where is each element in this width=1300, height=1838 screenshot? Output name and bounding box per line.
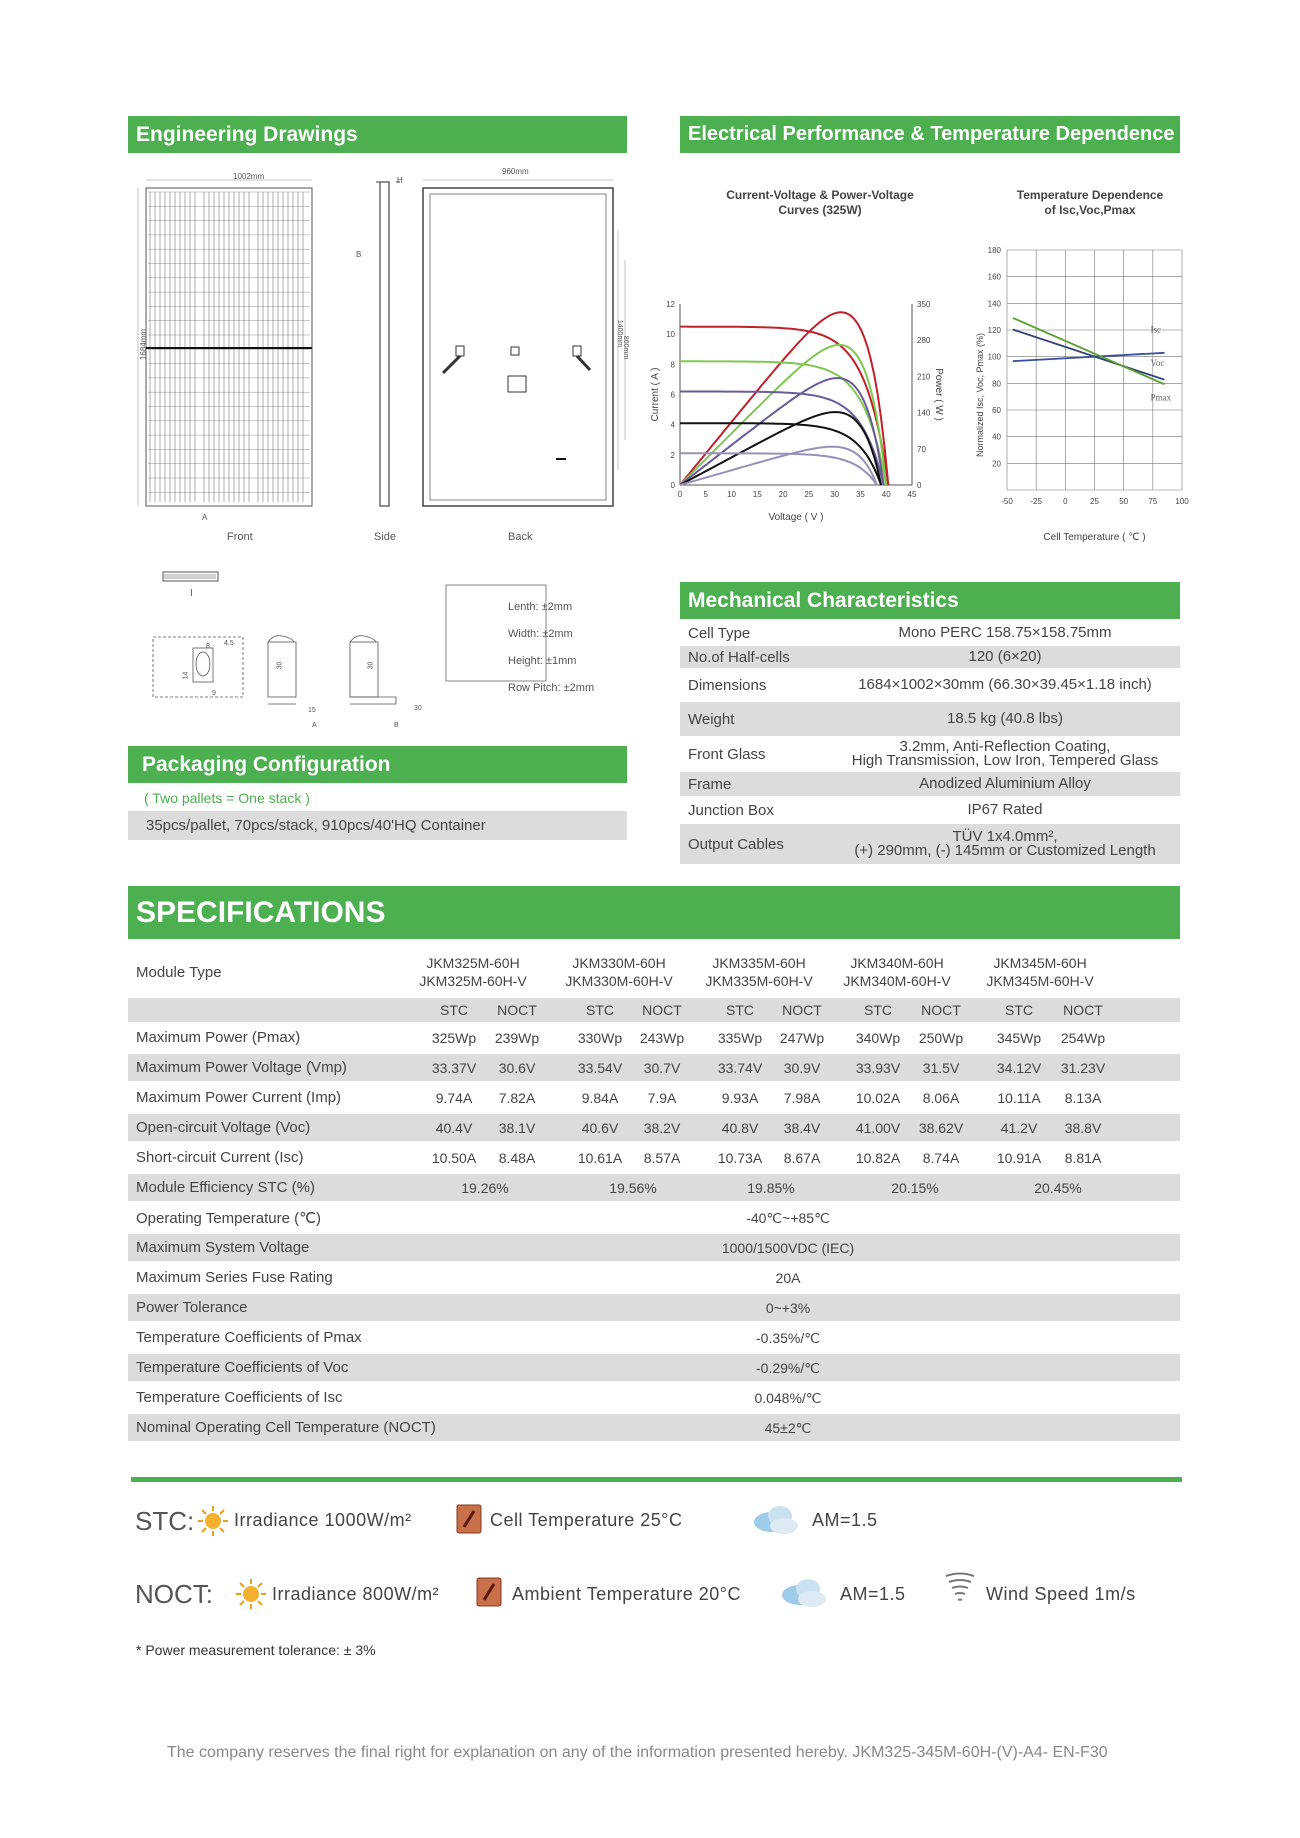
tolerance-row-pitch: Row Pitch: ±2mm <box>508 682 595 694</box>
spec-noct-value: 247Wp <box>779 1030 825 1046</box>
spec-stc-value: 41.2V <box>1000 1120 1038 1136</box>
module-type-label: Module Type <box>136 964 222 981</box>
efficiency-value: 19.26% <box>461 1180 509 1196</box>
spec-stc-value: 10.91A <box>996 1150 1042 1166</box>
spec-noct-value: 30.9V <box>783 1060 821 1076</box>
iv-y-tick-label: 10 <box>666 330 675 340</box>
spec-row-label: Operating Temperature (℃) <box>136 1210 321 1227</box>
mech-label: Cell Type <box>688 624 751 642</box>
tolerance-length: Lenth: ±2mm <box>508 601 573 613</box>
noct-column-header: NOCT <box>642 1002 682 1018</box>
side-view-label: Side <box>374 531 397 543</box>
spec-row-value: -40℃~+85℃ <box>746 1210 830 1226</box>
spec-noct-value: 8.81A <box>1064 1150 1102 1166</box>
iv-x-tick-label: 10 <box>727 490 737 499</box>
spec-stc-value: 33.54V <box>577 1060 623 1076</box>
mech-label: Frame <box>688 775 732 793</box>
temp-x-tick-label: 25 <box>1090 497 1099 506</box>
spec-stc-value: 345Wp <box>996 1030 1042 1046</box>
iv-x-tick-label: 25 <box>804 490 814 499</box>
sun-icon <box>197 1505 229 1537</box>
spec-row-label: Short-circuit Current (Isc) <box>136 1149 304 1166</box>
iv-y2-tick-label: 210 <box>917 372 931 382</box>
model-5 <box>985 954 1095 990</box>
spec-noct-value: 7.9A <box>647 1090 677 1106</box>
side-b-label: B <box>356 250 362 259</box>
mech-value: Anodized Aluminium Alloy <box>919 775 1091 792</box>
iv-y2-tick-label: 280 <box>917 336 931 346</box>
spec-noct-value: 254Wp <box>1060 1030 1106 1046</box>
sun-icon <box>235 1578 267 1610</box>
iv-x-tick-label: 5 <box>703 490 709 499</box>
spec-stc-value: 34.12V <box>996 1060 1042 1076</box>
profile-a-label: A <box>312 722 317 729</box>
spec-row-value: 45±2℃ <box>764 1420 812 1436</box>
spec-stc-value: 9.93A <box>721 1090 759 1106</box>
thermometer-icon <box>454 1503 484 1535</box>
temp-x-tick-label: -50 <box>1001 497 1013 506</box>
spec-noct-value: 8.13A <box>1064 1090 1102 1106</box>
spec-stc-value: 40.4V <box>435 1120 473 1136</box>
temp-y-tick-label: 80 <box>992 379 1001 389</box>
temp-y-tick-label: 60 <box>992 406 1001 415</box>
dim-9-label: 9 <box>212 690 216 697</box>
model-name-v: JKM325M-60H-V <box>419 973 527 989</box>
iv-y2-tick-label: 140 <box>917 408 931 418</box>
mech-value: IP67 Rated <box>967 801 1043 818</box>
spec-noct-value: 38.1V <box>498 1120 536 1136</box>
spec-row-value: 0.048%/℃ <box>754 1390 822 1406</box>
iv-chart-title-line2: Curves (325W) <box>778 203 862 217</box>
temp-chart-title <box>990 188 1190 218</box>
packaging-header: Packaging Configuration <box>128 746 627 783</box>
mechanical-header: Mechanical Characteristics <box>680 582 1180 619</box>
model-name-v: JKM340M-60H-V <box>843 973 951 989</box>
temperature-chart <box>975 240 1190 560</box>
efficiency-value: 20.45% <box>1034 1180 1082 1196</box>
side-h-label: H <box>397 176 403 185</box>
temp-y-tick-label: 100 <box>987 352 1001 362</box>
front-a-label: A <box>202 513 208 522</box>
temp-chart-title-line1: Temperature Dependence <box>1016 188 1164 202</box>
spec-noct-value: 30.7V <box>643 1060 681 1076</box>
stc-column-header: STC <box>726 1002 754 1018</box>
spec-noct-value: 38.4V <box>783 1120 821 1136</box>
mech-label: Output Cables <box>688 835 784 853</box>
temp-series-label-voc: Voc <box>1150 358 1165 368</box>
conditions-divider <box>131 1477 1182 1482</box>
temp-chart-title-line2: of Isc,Voc,Pmax <box>1044 203 1136 217</box>
mech-value-line1: TÜV 1x4.0mm², <box>952 828 1058 845</box>
spec-noct-value: 8.74A <box>922 1150 960 1166</box>
iv-x-tick-label: 45 <box>907 490 917 499</box>
mech-row-half-cells <box>680 646 1180 668</box>
spec-stc-value: 335Wp <box>717 1030 763 1046</box>
mech-label: Front Glass <box>688 745 766 763</box>
packaging-note: ( Two pallets = One stack ) <box>144 790 310 806</box>
spec-row-value: 0~+3% <box>765 1300 811 1316</box>
spec-stc-value: 40.6V <box>581 1120 619 1136</box>
iv-chart-title <box>700 188 940 218</box>
tolerance-width: Width: ±2mm <box>508 628 573 640</box>
side-view <box>376 182 400 506</box>
spec-row-label: Temperature Coefficients of Pmax <box>136 1329 362 1346</box>
spec-stc-value: 33.37V <box>431 1060 477 1076</box>
noct-column-header: NOCT <box>782 1002 822 1018</box>
noct-column-header: NOCT <box>497 1002 537 1018</box>
spec-noct-value: 7.98A <box>783 1090 821 1106</box>
temp-y-tick-label: 20 <box>992 459 1001 469</box>
footer-disclaimer: The company reserves the final right for explanation on any of the information presented hereby. JKM325-345M-60H-(V)-A4- EN-F30 <box>167 1744 1108 1761</box>
noct-column-header: NOCT <box>1063 1002 1103 1018</box>
stc-cell-temperature: Cell Temperature 25°C <box>490 1510 683 1530</box>
spec-row-label: Temperature Coefficients of Isc <box>136 1389 343 1406</box>
model-name-v: JKM345M-60H-V <box>986 973 1094 989</box>
mech-label: Weight <box>688 710 735 728</box>
mech-value: 120 (6×20) <box>968 648 1042 665</box>
temp-x-tick-label: -25 <box>1030 497 1042 506</box>
mechanical-table <box>680 620 1180 865</box>
efficiency-value: 20.15% <box>891 1180 939 1196</box>
front-view-label: Front <box>227 531 253 543</box>
spec-row-value: -0.29%/℃ <box>756 1360 820 1376</box>
profile-b-label: B <box>394 722 399 729</box>
temp-y-tick-label: 120 <box>987 326 1001 335</box>
temp-y-tick-label: 160 <box>987 272 1001 282</box>
stc-label: STC: <box>135 1506 195 1536</box>
back-dim-860-label: 860mm <box>622 335 630 360</box>
temp-x-tick-label: 0 <box>1063 497 1068 506</box>
mech-label: No.of Half-cells <box>688 648 790 666</box>
iv-y-tick-label: 0 <box>670 481 675 490</box>
spec-noct-value: 31.23V <box>1060 1060 1106 1076</box>
mech-value <box>830 740 1180 768</box>
spec-stc-value: 33.93V <box>855 1060 901 1076</box>
spec-row-value: 20A <box>775 1270 801 1286</box>
spec-stc-value: 10.50A <box>431 1150 477 1166</box>
spec-stc-value: 9.74A <box>435 1090 473 1106</box>
cloud-icon <box>778 1575 828 1609</box>
spec-row-value: 1000/1500VDC (IEC) <box>721 1240 855 1256</box>
mech-value: Mono PERC 158.75×158.75mm <box>898 624 1112 641</box>
spec-row-label: Maximum Power Current (Imp) <box>136 1089 342 1106</box>
iv-x-tick-label: 0 <box>677 490 683 499</box>
mech-value-line1: 3.2mm, Anti-Reflection Coating, <box>899 738 1111 755</box>
mech-label: Dimensions <box>688 676 767 694</box>
iv-x-tick-label: 15 <box>752 490 762 499</box>
specifications-header: SPECIFICATIONS <box>128 886 1180 939</box>
stc-column-header: STC <box>864 1002 892 1018</box>
dim-14-label: 14 <box>182 671 190 680</box>
temp-x-tick-label: 100 <box>1175 497 1189 506</box>
spec-stc-value: 41.00V <box>855 1120 901 1136</box>
spec-noct-value: 38.8V <box>1064 1120 1102 1136</box>
dim-8-label: 8 <box>206 643 210 650</box>
iv-y2-tick-label: 350 <box>917 300 931 309</box>
spec-noct-value: 38.2V <box>643 1120 681 1136</box>
spec-row-label: Maximum Series Fuse Rating <box>136 1269 333 1286</box>
efficiency-value: 19.56% <box>609 1180 657 1196</box>
model-3 <box>704 954 814 990</box>
packaging-detail: 35pcs/pallet, 70pcs/stack, 910pcs/40'HQ Container <box>146 817 486 834</box>
spec-stc-value: 10.82A <box>855 1150 901 1166</box>
iv-y2-tick-label: 70 <box>917 444 926 454</box>
model-name: JKM340M-60H <box>850 955 944 971</box>
spec-noct-value: 239Wp <box>494 1030 540 1046</box>
iv-x-tick-label: 40 <box>881 490 891 499</box>
dim-30c-label: 30 <box>414 705 422 712</box>
spec-noct-value: 8.06A <box>922 1090 960 1106</box>
spec-stc-value: 10.73A <box>717 1150 763 1166</box>
efficiency-label: Module Efficiency STC (%) <box>136 1179 315 1196</box>
spec-stc-value: 340Wp <box>855 1030 901 1046</box>
spec-noct-value: 250Wp <box>918 1030 964 1046</box>
temp-y-tick-label: 180 <box>987 246 1001 255</box>
noct-irradiance: Irradiance 800W/m² <box>272 1584 440 1604</box>
iv-x-tick-label: 30 <box>830 490 840 499</box>
iv-x-tick-label: 20 <box>778 490 788 499</box>
spec-stc-value: 33.74V <box>717 1060 763 1076</box>
spec-noct-value: 8.57A <box>643 1150 681 1166</box>
dim-4-5-label: 4.5 <box>224 640 234 647</box>
electrical-performance-header: Electrical Performance & Temperature Dependence <box>680 116 1180 153</box>
power-tolerance-note: * Power measurement tolerance: ± 3% <box>136 1642 376 1658</box>
spec-stc-value: 10.11A <box>997 1090 1041 1106</box>
spec-row-label: Temperature Coefficients of Voc <box>136 1359 349 1376</box>
temp-y-axis-label: Normalized Isc, Voc, Pmax (%) <box>975 332 985 458</box>
noct-column-header: NOCT <box>921 1002 961 1018</box>
model-1 <box>418 954 528 990</box>
stc-column-header: STC <box>1005 1002 1033 1018</box>
spec-noct-value: 8.67A <box>783 1150 821 1166</box>
spec-row-background <box>128 1294 1180 1321</box>
noct-wind-speed: Wind Speed 1m/s <box>986 1584 1136 1604</box>
mech-row-dimensions <box>680 668 1180 702</box>
mech-value: 18.5 kg (40.8 lbs) <box>947 710 1063 727</box>
spec-row-label: Power Tolerance <box>136 1299 248 1316</box>
temp-y-tick-label: 40 <box>992 432 1001 442</box>
noct-ambient-temperature: Ambient Temperature 20°C <box>512 1584 741 1604</box>
spec-row-label: Maximum Power Voltage (Vmp) <box>136 1059 347 1076</box>
back-dim-1400-label: 1400mm <box>616 319 624 348</box>
wind-icon <box>942 1570 978 1608</box>
model-2 <box>564 954 674 990</box>
spec-stc-value: 9.84A <box>581 1090 619 1106</box>
spec-row-label: Maximum System Voltage <box>136 1239 310 1256</box>
model-name-v: JKM335M-60H-V <box>705 973 813 989</box>
dim-30b-label: 30 <box>367 661 375 670</box>
spec-row-label: Maximum Power (Pmax) <box>136 1029 301 1046</box>
spec-noct-value: 30.6V <box>498 1060 536 1076</box>
spec-stc-value: 40.8V <box>721 1120 759 1136</box>
efficiency-value: 19.85% <box>747 1180 795 1196</box>
thermometer-icon <box>474 1576 504 1608</box>
spec-noct-value: 243Wp <box>639 1030 685 1046</box>
spec-noct-value: 8.48A <box>498 1150 536 1166</box>
spec-noct-value: 38.62V <box>918 1120 964 1136</box>
iv-y-axis-label: Current ( A ) <box>650 367 661 422</box>
iv-y2-tick-label: 0 <box>917 481 922 490</box>
iv-x-tick-label: 35 <box>855 490 865 499</box>
temp-series-label-isc: Isc <box>1150 324 1161 335</box>
mech-row-frame <box>680 772 1180 796</box>
mech-value-line2: High Transmission, Low Iron, Tempered Glass <box>851 752 1159 769</box>
cloud-icon <box>750 1502 800 1536</box>
iv-y2-axis-label: Power ( W ) <box>933 368 944 421</box>
detail-marker-label: I <box>190 588 193 599</box>
spec-row-label: Nominal Operating Cell Temperature (NOCT) <box>136 1419 436 1436</box>
temp-x-tick-label: 50 <box>1119 497 1129 506</box>
mech-row-cell-type <box>680 620 1180 646</box>
stc-am: AM=1.5 <box>812 1510 878 1530</box>
spec-stc-value: 10.02A <box>855 1090 901 1106</box>
mech-value <box>830 830 1180 858</box>
back-width-label: 960mm <box>502 167 529 176</box>
stc-column-header: STC <box>586 1002 614 1018</box>
iv-y-tick-label: 8 <box>670 360 675 370</box>
model-name-v: JKM330M-60H-V <box>565 973 673 989</box>
iv-y-tick-label: 4 <box>670 420 675 430</box>
iv-pv-chart <box>650 290 950 560</box>
stc-column-header: STC <box>440 1002 468 1018</box>
spec-stc-value: 330Wp <box>577 1030 623 1046</box>
frame-cross-section <box>153 636 396 704</box>
temp-line-pmax <box>1013 318 1165 384</box>
specifications-table <box>128 940 1180 1440</box>
stc-irradiance: Irradiance 1000W/m² <box>234 1510 412 1530</box>
temp-y-tick-label: 140 <box>987 299 1001 309</box>
iv-curve-3 <box>680 392 884 486</box>
spec-stc-value: 10.61A <box>577 1150 623 1166</box>
iv-y-tick-label: 12 <box>666 300 675 309</box>
model-name: JKM330M-60H <box>572 955 666 971</box>
mech-row-junction-box <box>680 796 1180 824</box>
temp-x-tick-label: 75 <box>1148 497 1158 506</box>
dim-30a-label: 30 <box>276 661 284 670</box>
spec-row-value: -0.35%/℃ <box>756 1330 820 1346</box>
tolerance-height: Height: ±1mm <box>508 655 577 667</box>
temp-series-label-pmax: Pmax <box>1150 392 1172 403</box>
mech-row-weight <box>680 702 1180 736</box>
front-width-label: 1002mm <box>233 172 265 181</box>
pv-curve-1 <box>680 312 888 485</box>
noct-am: AM=1.5 <box>840 1584 906 1604</box>
mech-row-front-glass <box>680 736 1180 772</box>
iv-chart-title-line1: Current-Voltage & Power-Voltage <box>726 188 914 202</box>
iv-y-tick-label: 2 <box>670 450 675 460</box>
spec-stc-value: 325Wp <box>431 1030 477 1046</box>
back-view-label: Back <box>508 531 533 543</box>
mech-value-line2: (+) 290mm, (-) 145mm or Customized Length <box>854 842 1156 859</box>
front-height-label: 1684mm <box>139 328 149 361</box>
model-name: JKM345M-60H <box>993 955 1087 971</box>
spec-noct-value: 7.82A <box>498 1090 536 1106</box>
mech-value: 1684×1002×30mm (66.30×39.45×1.18 inch) <box>858 676 1152 693</box>
spec-row-label: Open-circuit Voltage (Voc) <box>136 1119 311 1136</box>
noct-label: NOCT: <box>135 1579 213 1609</box>
mech-row-output-cables <box>680 824 1180 864</box>
dim-15-label: 15 <box>308 707 316 714</box>
model-name: JKM335M-60H <box>712 955 806 971</box>
spec-noct-value: 31.5V <box>922 1060 960 1076</box>
model-name: JKM325M-60H <box>426 955 520 971</box>
engineering-drawings-header: Engineering Drawings <box>128 116 627 153</box>
temp-x-axis-label: Cell Temperature ( ℃ ) <box>1043 532 1146 543</box>
iv-y-tick-label: 6 <box>670 390 675 400</box>
back-view <box>423 180 625 506</box>
model-4 <box>842 954 952 990</box>
mech-label: Junction Box <box>688 801 774 819</box>
iv-x-axis-label: Voltage ( V ) <box>768 512 824 523</box>
front-view <box>138 180 312 506</box>
